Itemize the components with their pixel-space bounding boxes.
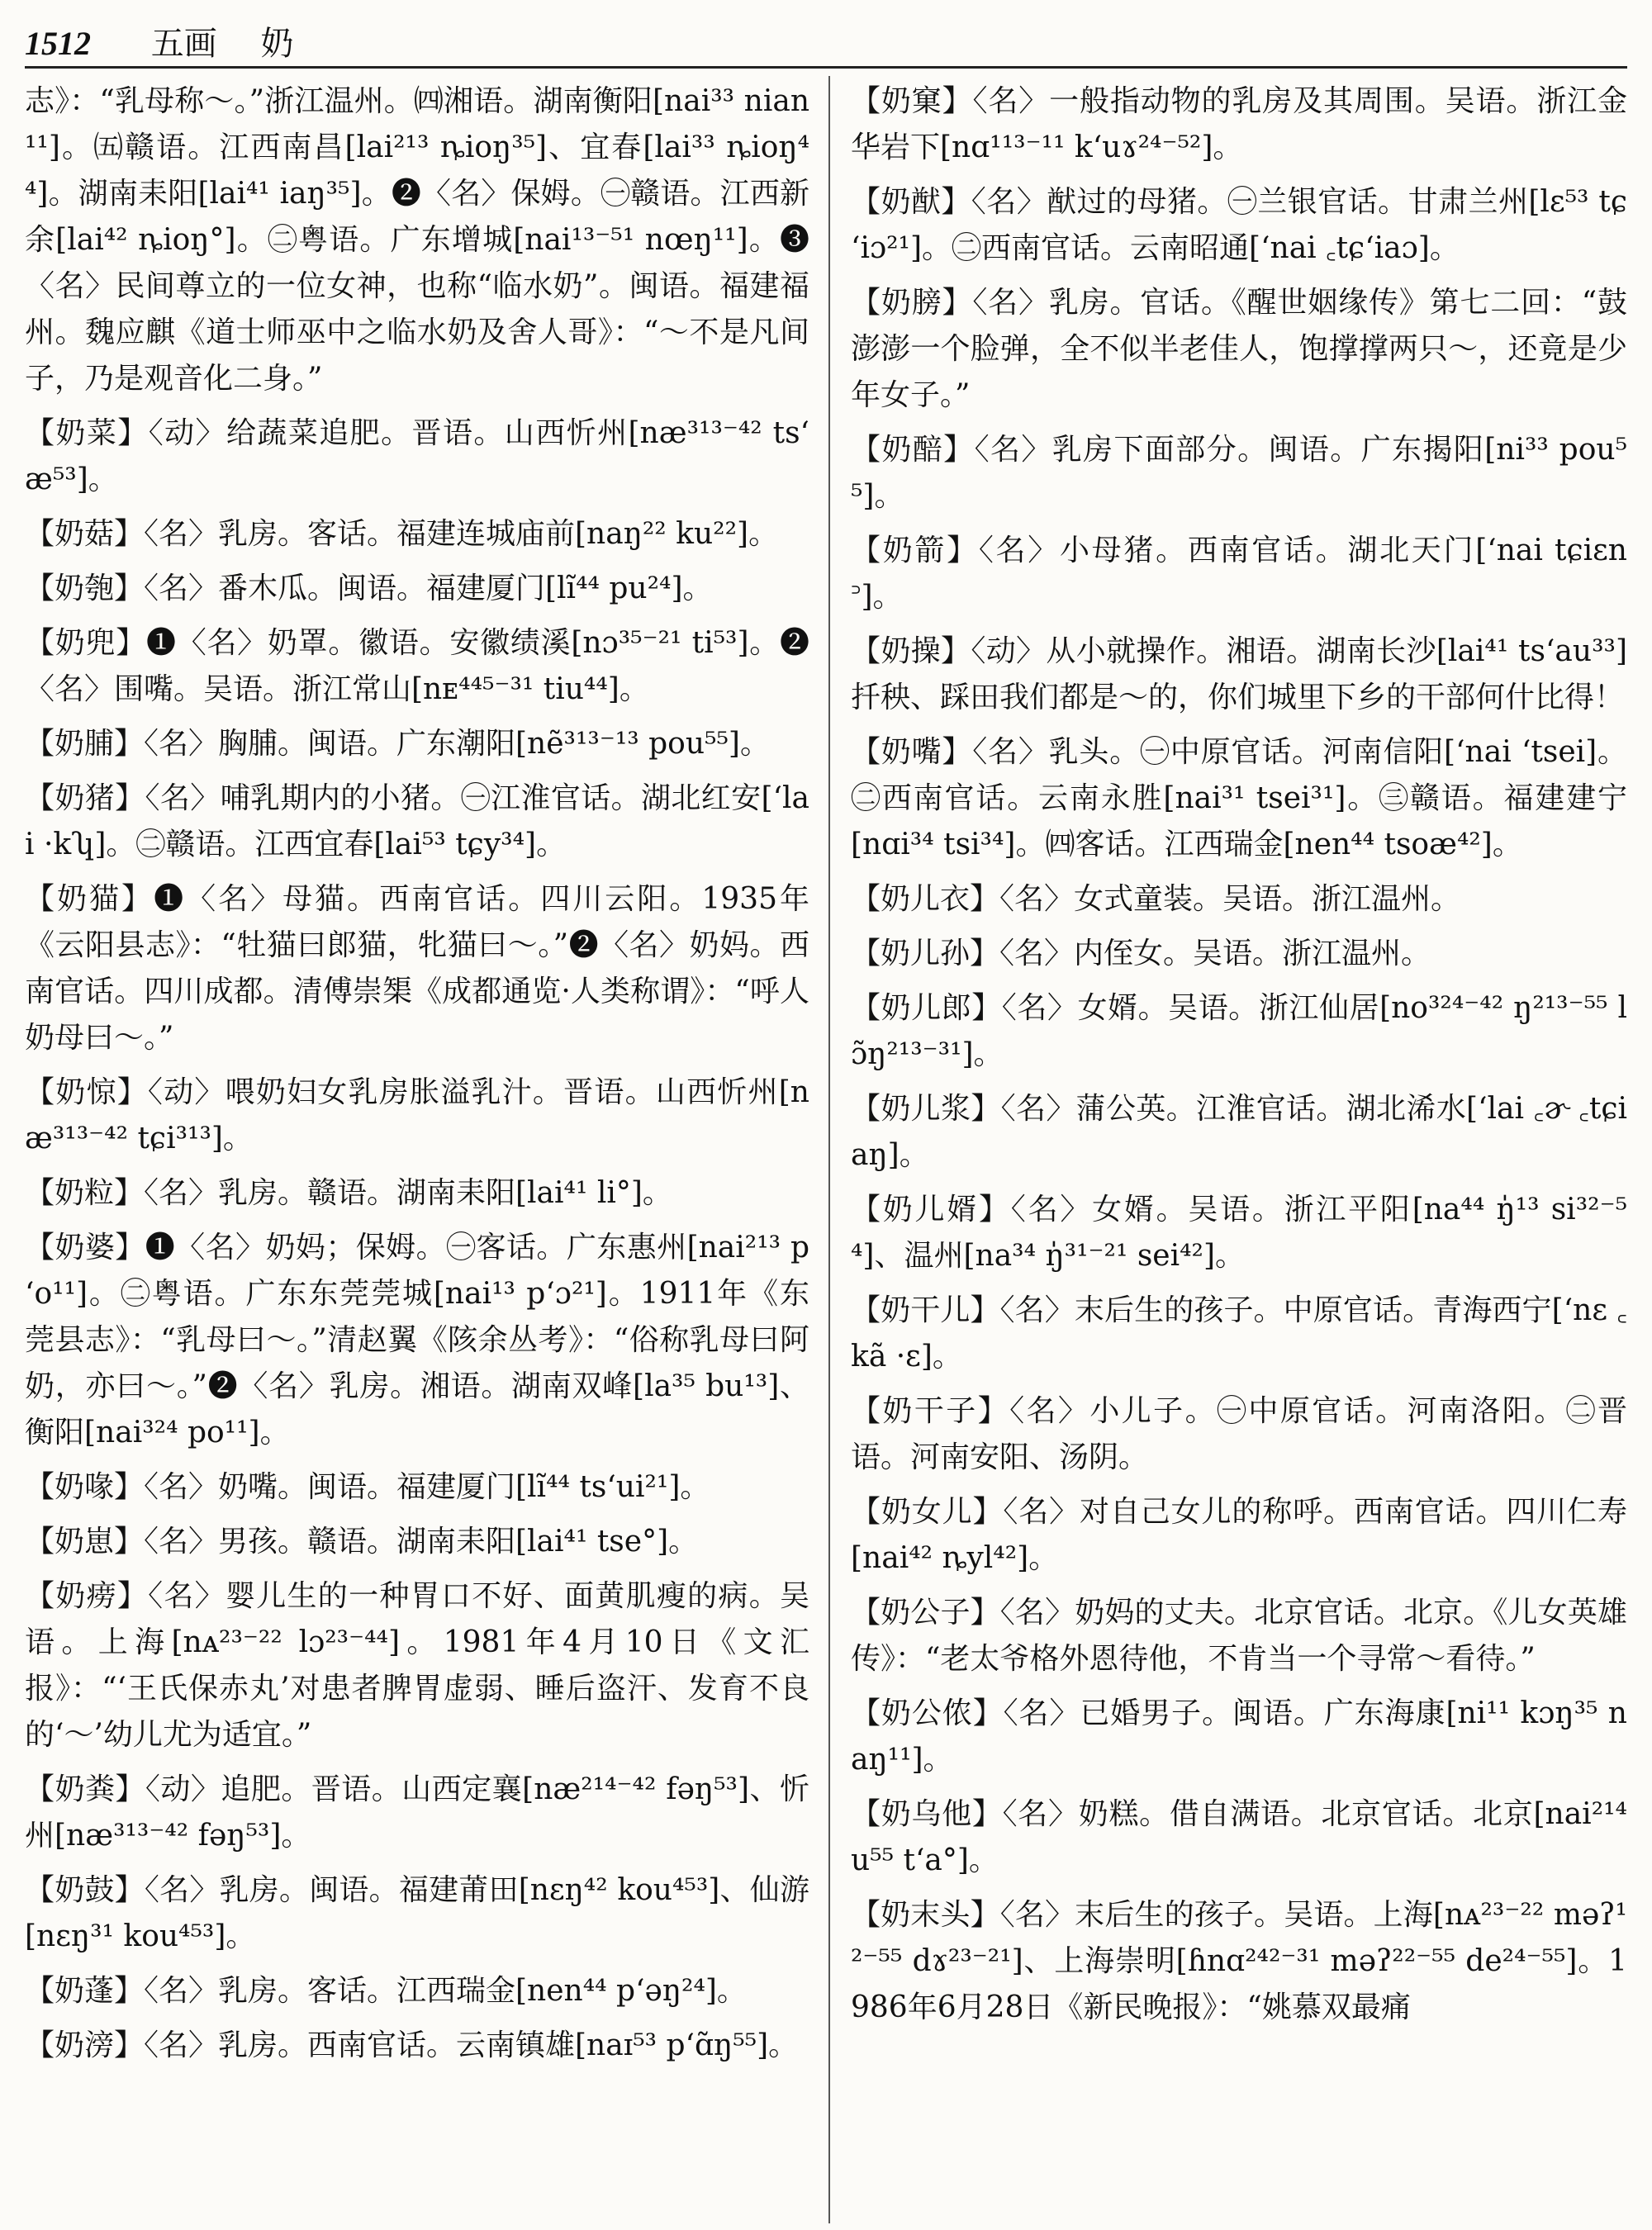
entry: 【奶兜】❶〈名〉奶罩。徽语。安徽绩溪[nɔ³⁵⁻²¹ ti⁵³]。❷〈名〉围嘴。吴语。浙江常山[nᴇ⁴⁴⁵⁻³¹ tiu⁴⁴]。 <box>25 626 809 706</box>
entry: 【奶儿婿】〈名〉女婿。吴语。浙江平阳[na⁴⁴ ŋ̍¹³ si³²⁻⁵⁴]、温州[na³⁴ ŋ̍³¹⁻²¹ sei⁴²]。 <box>851 1193 1627 1273</box>
section-label: 五画 <box>150 25 217 63</box>
entry: 【奶猷】〈名〉猷过的母猪。㊀兰银官话。甘肃兰州[lɛ⁵³ tɕʻiɔ²¹]。㊁西南官话。云南昭通[ʻnai ꜀tɕʻiaɔ]。 <box>851 185 1627 265</box>
entry: 【奶儿浆】〈名〉蒲公英。江淮官话。湖北浠水[ʻlai ꜀ɚ ꜀tɕiaŋ]。 <box>851 1092 1627 1172</box>
entry: 【奶儿衣】〈名〉女式童装。吴语。浙江温州。 <box>851 882 1461 916</box>
page-header <box>25 15 1627 73</box>
entry: 【奶公子】〈名〉奶妈的丈夫。北京官话。北京。《儿女英雄传》：“老太爷格外恩待他，不肯当一个寻常～看待。” <box>851 1596 1627 1676</box>
entry: 【奶嘴】〈名〉乳头。㊀中原官话。河南信阳[ʻnai ʻtsei]。㊁西南官话。云南永胜[nai³¹ tsei³¹]。㊂赣语。福建建宁[nɑi³⁴ tsi³⁴]。㈣客话。江西瑞金[nen⁴⁴ tsoæ⁴²]。 <box>851 735 1627 861</box>
entry: 【奶干儿】〈名〉末后生的孩子。中原官话。青海西宁[ʻnɛ ꜀kã ·ɛ]。 <box>851 1293 1627 1374</box>
entry: 【奶箭】〈名〉小母猪。西南官话。湖北天门[ʻnai tɕiɛn꜄]。 <box>851 534 1627 614</box>
entry: 【奶婆】❶〈名〉奶妈；保姆。㊀客话。广东惠州[nai²¹³ pʻo¹¹]。㊁粤语。广东东莞莞城[nai¹³ pʻɔ²¹]。1911年《东莞县志》：“乳母曰～。”清赵翼《陔余丛考》：“俗称乳母曰阿奶，亦曰～。”❷〈名〉乳房。湘语。湖南双峰[la³⁵ bu¹³]、衡阳[nai³²⁴ po¹¹]。 <box>25 1231 809 1450</box>
entry: 【奶痨】〈名〉婴儿生的一种胃口不好、面黄肌瘦的病。吴语。上海[nᴀ²³⁻²² lɔ²³⁻⁴⁴]。1981年4月10日《文汇报》：“‘王氏保赤丸’对患者脾胃虚弱、睡后盗汗、发育不良的‘～’幼儿尤为适宜。” <box>25 1579 809 1752</box>
entry: 【奶菇】〈名〉乳房。客话。福建连城庙前[naŋ²² ku²²]。 <box>25 517 779 551</box>
entry: 【奶菜】〈动〉给蔬菜追肥。晋语。山西忻州[næ³¹³⁻⁴² tsʻæ⁵³]。 <box>25 416 809 496</box>
entry: 【奶醅】〈名〉乳房下面部分。闽语。广东揭阳[ni³³ pou⁵⁵]。 <box>851 433 1627 513</box>
entry: 【奶粒】〈名〉乳房。赣语。湖南耒阳[lai⁴¹ li°]。 <box>25 1176 672 1210</box>
entry: 【奶猫】❶〈名〉母猫。西南官话。四川云阳。1935年《云阳县志》：“牡猫曰郎猫，牝猫曰～。”❷〈名〉奶妈。西南官话。四川成都。清傅崇榘《成都通览·人类称谓》：“呼人奶母曰～。” <box>25 882 809 1055</box>
entry: 【奶公侬】〈名〉已婚男子。闽语。广东海康[ni¹¹ kɔŋ³⁵ naŋ¹¹]。 <box>851 1696 1627 1777</box>
entry: 【奶操】〈动〉从小就操作。湘语。湖南长沙[lai⁴¹ tsʻau³³]扦秧、踩田我们都是～的，你们城里下乡的干部何什比得！ <box>851 634 1627 714</box>
entry: 【奶末头】〈名〉末后生的孩子。吴语。上海[nᴀ²³⁻²² məʔ¹²⁻⁵⁵ dɤ²³⁻²¹]、上海崇明[ɦnɑ²⁴²⁻³¹ məʔ²²⁻⁵⁵ de²⁴⁻⁵⁵]。1986年6月28日《新民晚报》：“姚慕双最痛 <box>851 1898 1627 2024</box>
entry: 【奶膀】〈名〉乳房。官话。《醒世姻缘传》第七二回：“鼓澎澎一个脸弹，全不似半老佳人，饱撑撑两只～，还竟是少年女子。” <box>851 286 1627 412</box>
entry: 【奶儿孙】〈名〉内侄女。吴语。浙江温州。 <box>851 937 1431 970</box>
entry: 【奶猪】〈名〉哺乳期内的小猪。㊀江淮官话。湖北红安[ʻlai ·kʮ]。㊁赣语。江西宜春[lai⁵³ tɕy³⁴]。 <box>25 781 809 861</box>
column-divider <box>828 76 830 2223</box>
entry: 【奶鼓】〈名〉乳房。闽语。福建莆田[nɛŋ⁴² kou⁴⁵³]、仙游[nɛŋ³¹ kou⁴⁵³]。 <box>25 1873 809 1953</box>
entry: 志》：“乳母称～。”浙江温州。㈣湘语。湖南衡阳[nai³³ nian¹¹]。㈤赣语。江西南昌[lai²¹³ ȵioŋ³⁵]、宜春[lai³³ ȵioŋ⁴⁴]。湖南耒阳[lai⁴¹ iaŋ³⁵]。❷〈名〉保姆。㊀赣语。江西新余[lai⁴² ȵioŋ°]。㊁粤语。广东增城[nai¹³⁻⁵¹ nœŋ¹¹]。❸〈名〉民间尊立的一位女神，也称“临水奶”。闽语。福建福州。魏应麒《道士师巫中之临水奶及舍人哥》：“～不是凡间子，乃是观音化二身。” <box>25 84 809 396</box>
entry: 【奶干子】〈名〉小儿子。㊀中原官话。河南洛阳。㊁晋语。河南安阳、汤阴。 <box>851 1394 1627 1474</box>
page-number: 1512 <box>25 25 91 62</box>
entry: 【奶喙】〈名〉奶嘴。闽语。福建厦门[lĩ⁴⁴ tsʻui²¹]。 <box>25 1470 710 1504</box>
header-rule <box>25 66 1627 69</box>
right-column <box>851 78 1627 2226</box>
entry: 【奶儿郎】〈名〉女婿。吴语。浙江仙居[no³²⁴⁻⁴² ŋ²¹³⁻⁵⁵ lɔ̃ŋ²¹³⁻³¹]。 <box>851 991 1627 1071</box>
entry: 【奶惊】〈动〉喂奶妇女乳房胀溢乳汁。晋语。山西忻州[næ³¹³⁻⁴² tɕi³¹³]。 <box>25 1075 809 1155</box>
left-column <box>25 78 809 2226</box>
head-character: 奶 <box>260 25 294 63</box>
entry: 【奶窠】〈名〉一般指动物的乳房及其周围。吴语。浙江金华岩下[nɑ¹¹³⁻¹¹ kʻuɤ²⁴⁻⁵²]。 <box>851 84 1627 164</box>
entry: 【奶粪】〈动〉追肥。晋语。山西定襄[næ²¹⁴⁻⁴² fəŋ⁵³]、忻州[næ³¹³⁻⁴² fəŋ⁵³]。 <box>25 1772 809 1853</box>
entry: 【奶脯】〈名〉胸脯。闽语。广东潮阳[nẽ³¹³⁻¹³ pou⁵⁵]。 <box>25 727 770 761</box>
entry: 【奶女儿】〈名〉对自己女儿的称呼。西南官话。四川仁寿[nai⁴² ȵyl⁴²]。 <box>851 1495 1627 1575</box>
entry: 【奶崽】〈名〉男孩。赣语。湖南耒阳[lai⁴¹ tse°]。 <box>25 1525 699 1559</box>
entry: 【奶乌他】〈名〉奶糕。借自满语。北京官话。北京[nai²¹⁴ u⁵⁵ tʻa°]。 <box>851 1797 1627 1877</box>
entry: 【奶滂】〈名〉乳房。西南官话。云南镇雄[naɪ⁵³ pʻɑ̃ŋ⁵⁵]。 <box>25 2028 799 2062</box>
entry: 【奶匏】〈名〉番木瓜。闽语。福建厦门[lĩ⁴⁴ pu²⁴]。 <box>25 572 713 605</box>
entry: 【奶蓬】〈名〉乳房。客话。江西瑞金[nen⁴⁴ pʻəŋ²⁴]。 <box>25 1974 747 2008</box>
